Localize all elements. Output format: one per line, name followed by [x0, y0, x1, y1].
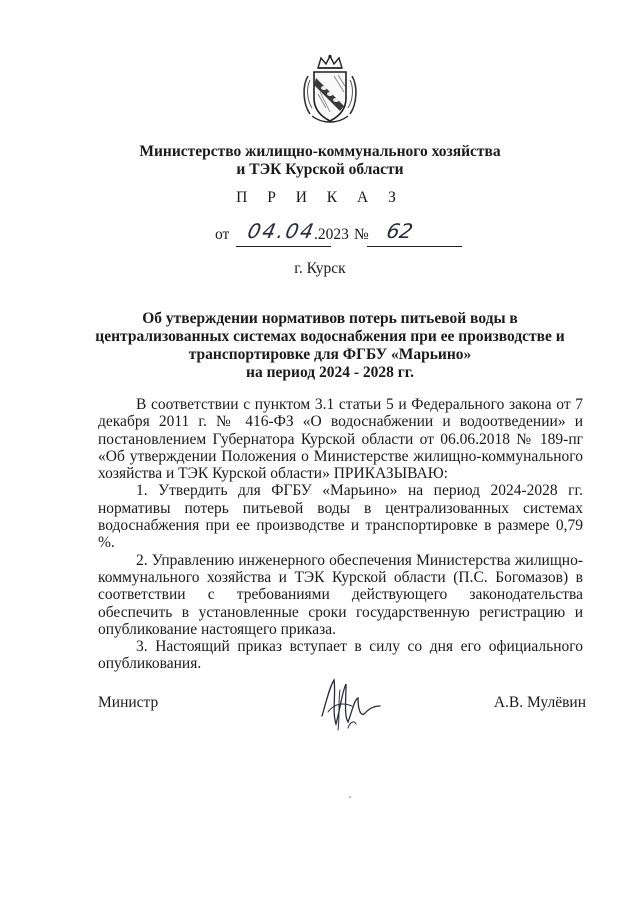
order-item-1: 1. Утвердить для ФГБУ «Марьино» на период 2024-2028 гг. нормативы потерь питьевой воды в централизованных системах водоснабжения при ее производстве и транспортировке в размере 0,79 %. — [98, 482, 583, 552]
date-number-line — [215, 219, 475, 248]
signatory-name: А.В. Мулёвин — [493, 694, 586, 711]
date-year: .2023 — [314, 226, 349, 243]
order-item-3: 3. Настоящий приказ вступает в силу со дня его официального опубликования. — [98, 638, 583, 673]
number-field — [367, 219, 462, 247]
document-type-title: П Р И К А З — [236, 189, 404, 206]
subject-line2: централизованных системах водоснабжения при ее производстве и — [95, 328, 565, 345]
preamble-paragraph: В соответствии с пунктом 3.1 статьи 5 и Федерального закона от 7 декабря 2011 г. № 416-ФЗ «О водоснабжении и водоотведении» и постановлением Губернатора Курской области от 06.06.2018 № 189-пг «Об утверждении Положения о Министерстве жилищно-коммунального хозяйства и ТЭК Курской области» ПРИКАЗЫВАЮ: — [98, 396, 583, 483]
date-prefix: от — [215, 226, 230, 243]
handwritten-date: 04.04 — [245, 219, 318, 243]
handwritten-signature — [318, 672, 388, 734]
subject-line4: на период 2024 - 2028 гг. — [246, 364, 414, 381]
number-sign: № — [354, 226, 369, 243]
coat-of-arms-emblem — [300, 54, 360, 126]
handwritten-number: 62 — [384, 219, 416, 243]
ministry-name-line2: и ТЭК Курской области — [236, 161, 404, 178]
ministry-name-line1: Министерство жилищно-коммунального хозяйства — [139, 143, 501, 160]
city-line: г. Курск — [294, 260, 346, 277]
order-body — [98, 396, 583, 673]
order-item-2: 2. Управлению инженерного обеспечения Министерства жилищно-коммунального хозяйства и ТЭК Курской области (П.С. Богомазов) в соответствии с требованиями действующего законодательства обеспечить в установленные сроки государственную регистрацию и опубликование настоящего приказа. — [98, 551, 583, 638]
signatory-title: Министр — [98, 694, 159, 711]
scan-speck — [349, 796, 351, 798]
subject-line3: транспортировке для ФГБУ «Марьино» — [188, 346, 472, 363]
subject-line1: Об утверждении нормативов потерь питьевой воды в — [142, 310, 518, 327]
